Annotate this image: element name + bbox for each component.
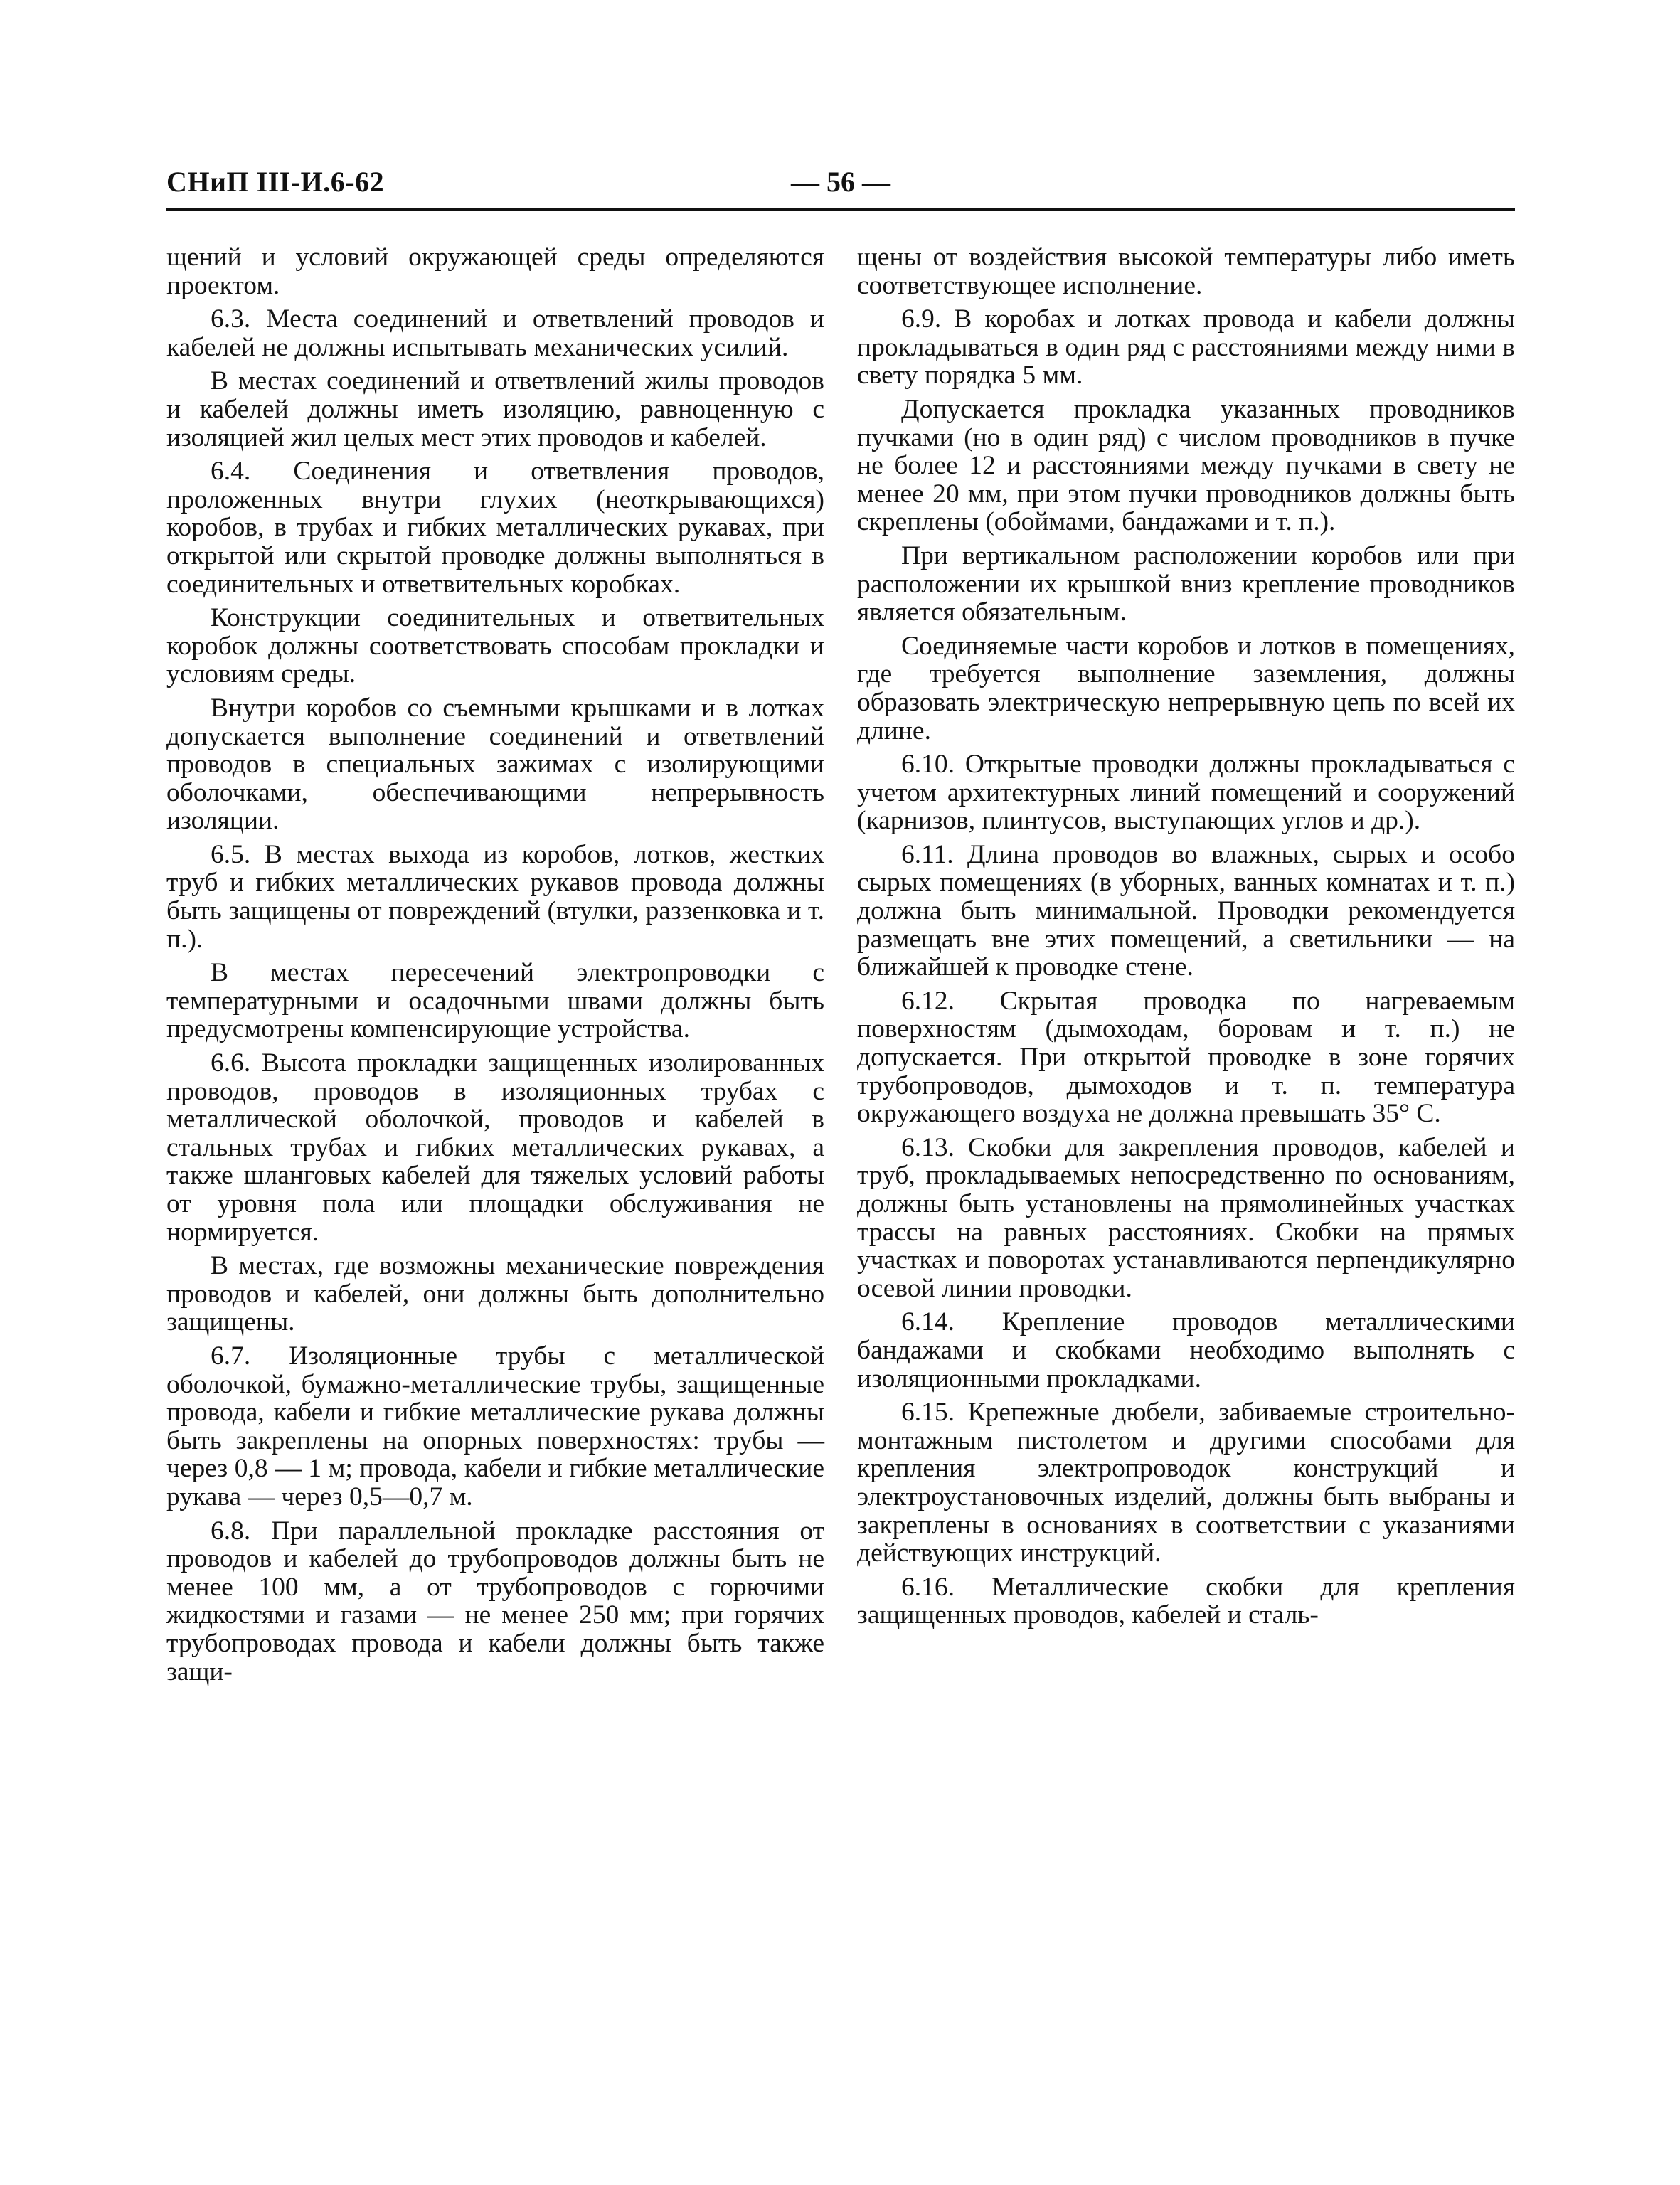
paragraph: Внутри коробов со съемными крышками и в лотках допускается выполнение соединений и ответвлений проводов в специальных зажимах с изолирующими оболочками, обеспечивающими непрерывность изоляции. bbox=[166, 693, 824, 836]
paragraph: 6.16. Металлические скобки для крепления защищенных проводов, кабелей и сталь- bbox=[857, 1572, 1515, 1630]
header-divider bbox=[166, 208, 1515, 211]
paragraph: 6.4. Соединения и ответвления проводов, проложенных внутри глухих (неоткрывающихся) коробов, в трубах и гибких металлических рукавах, при открытой или скрытой проводке должны выполняться в соединительных и ответвительных коробках. bbox=[166, 457, 824, 599]
paragraph: 6.15. Крепежные дюбели, забиваемые строительно-монтажным пистолетом и другими способами для крепления электропроводок конструкций и электроустановочных изделий, должны быть выбраны и закреплены в основаниях в соответствии с указаниями действующих инструкций. bbox=[857, 1398, 1515, 1568]
paragraph: 6.10. Открытые проводки должны прокладываться с учетом архитектурных линий помещений и сооружений (карнизов, плинтусов, выступающих углов и др.). bbox=[857, 750, 1515, 836]
paragraph: 6.12. Скрытая проводка по нагреваемым поверхностям (дымоходам, боровам и т. п.) не допускается. При открытой проводке в зоне горячих трубопроводов, дымоходов и т. п. температура окружающего воздуха не должна превышать 35° С. bbox=[857, 986, 1515, 1129]
document-code: СНиП III-И.6-62 bbox=[166, 166, 385, 198]
page-header bbox=[166, 162, 1515, 205]
paragraph: 6.9. В коробах и лотках провода и кабели должны прокладываться в один ряд с расстояниями между ними в свету порядка 5 мм. bbox=[857, 304, 1515, 390]
paragraph: В местах, где возможны механические повреждения проводов и кабелей, они должны быть дополнительно защищены. bbox=[166, 1251, 824, 1337]
right-column bbox=[857, 243, 1515, 1630]
paragraph: 6.14. Крепление проводов металлическими бандажами и скобками необходимо выполнять с изоляционными прокладками. bbox=[857, 1307, 1515, 1393]
paragraph: Конструкции соединительных и ответвительных коробок должны соответствовать способам прокладки и условиям среды. bbox=[166, 603, 824, 689]
page-number: — 56 — bbox=[791, 166, 890, 198]
paragraph: 6.11. Длина проводов во влажных, сырых и особо сырых помещениях (в уборных, ванных комнатах и т. п.) должна быть минимальной. Проводки рекомендуется размещать вне этих помещений, а светильники — на ближайшей к проводке стене. bbox=[857, 839, 1515, 982]
paragraph: При вертикальном расположении коробов или при расположении их крышкой вниз крепление проводников является обязательным. bbox=[857, 541, 1515, 627]
paragraph: 6.5. В местах выхода из коробов, лотков, жестких труб и гибких металлических рукавов провода должны быть защищены от повреждений (втулки, раззенковка и т. п.). bbox=[166, 839, 824, 954]
paragraph: В местах соединений и ответвлений жилы проводов и кабелей должны иметь изоляцию, равноценную с изоляцией жил целых мест этих проводов и кабелей. bbox=[166, 366, 824, 452]
paragraph: щений и условий окружающей среды определяются проектом. bbox=[166, 243, 824, 300]
paragraph: 6.8. При параллельной прокладке расстояния от проводов и кабелей до трубопроводов должны быть не менее 100 мм, а от трубопроводов с горючими жидкостями и газами — не менее 250 мм; при горячих трубопроводах провода и кабели должны быть также защи- bbox=[166, 1516, 824, 1686]
paragraph: 6.13. Скобки для закрепления проводов, кабелей и труб, прокладываемых непосредственно по основаниям, должны быть установлены на прямолинейных участках трассы на равных расстояниях. Скобки на прямых участках и поворотах устанавливаются перпендикулярно осевой линии проводки. bbox=[857, 1132, 1515, 1303]
paragraph: Соединяемые части коробов и лотков в помещениях, где требуется выполнение заземления, должны образовать электрическую непрерывную цепь по всей их длине. bbox=[857, 631, 1515, 745]
left-column bbox=[166, 243, 824, 1686]
paragraph: Допускается прокладка указанных проводников пучками (но в один ряд) с числом проводников в пучке не более 12 и расстояниями между пучками в свету не менее 20 мм, при этом пучки проводников должны быть скреплены (обоймами, бандажами и т. п.). bbox=[857, 394, 1515, 537]
paragraph: щены от воздействия высокой температуры либо иметь соответствующее исполнение. bbox=[857, 243, 1515, 300]
paragraph: В местах пересечений электропроводки с температурными и осадочными швами должны быть предусмотрены компенсирующие устройства. bbox=[166, 958, 824, 1044]
paragraph: 6.7. Изоляционные трубы с металлической оболочкой, бумажно-металлические трубы, защищенные провода, кабели и гибкие металлические рукава должны быть закреплены на опорных поверхностях: трубы — через 0,8 — 1 м; провода, кабели и гибкие металлические рукава — через 0,5—0,7 м. bbox=[166, 1341, 824, 1511]
paragraph: 6.6. Высота прокладки защищенных изолированных проводов, проводов в изоляционных трубах с металлической оболочкой, проводов и кабелей в стальных трубах и гибких металлических рукавах, а также шланговых кабелей для тяжелых условий работы от уровня пола или площадки обслуживания не нормируется. bbox=[166, 1048, 824, 1247]
paragraph: 6.3. Места соединений и ответвлений проводов и кабелей не должны испытывать механических усилий. bbox=[166, 304, 824, 362]
